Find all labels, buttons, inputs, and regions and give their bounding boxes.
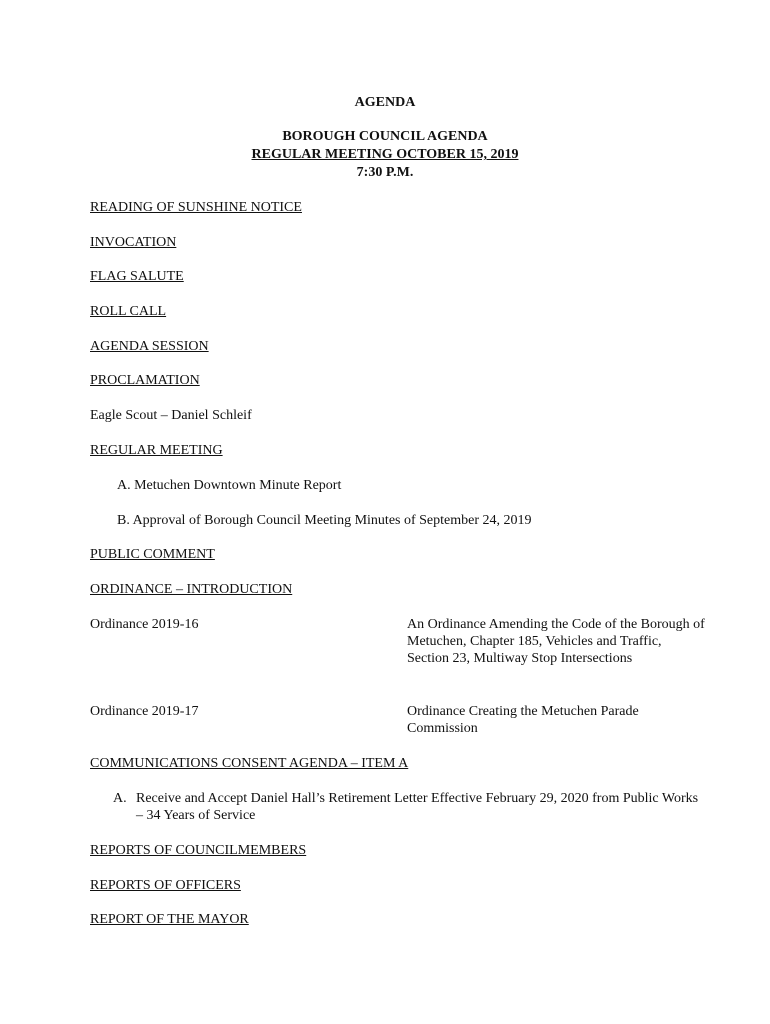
section-report-of-the-mayor: REPORT OF THE MAYOR bbox=[90, 912, 249, 927]
section-communications-consent-agenda: COMMUNICATIONS CONSENT AGENDA – ITEM A bbox=[90, 756, 409, 771]
section-proclamation: PROCLAMATION bbox=[90, 373, 200, 388]
regular-meeting-item-b: B. Approval of Borough Council Meeting Minutes of September 24, 2019 bbox=[117, 513, 532, 528]
agenda-heading: AGENDA bbox=[354, 95, 416, 110]
section-sunshine-notice: READING OF SUNSHINE NOTICE bbox=[90, 200, 302, 215]
section-regular-meeting: REGULAR MEETING bbox=[90, 443, 223, 458]
ordinance-description: Ordinance Creating the Metuchen Parade Commission bbox=[407, 704, 639, 736]
section-ordinance-introduction: ORDINANCE – INTRODUCTION bbox=[90, 582, 293, 597]
communication-item-marker: A. bbox=[113, 791, 127, 806]
ordinance-number: Ordinance 2019-17 bbox=[90, 704, 199, 719]
section-reports-of-councilmembers: REPORTS OF COUNCILMEMBERS bbox=[90, 843, 307, 858]
proclamation-item: Eagle Scout – Daniel Schleif bbox=[90, 408, 252, 423]
ordinance-number: Ordinance 2019-16 bbox=[90, 617, 199, 632]
section-invocation: INVOCATION bbox=[90, 235, 177, 250]
meeting-time: 7:30 P.M. bbox=[356, 165, 414, 180]
communication-item-text: Receive and Accept Daniel Hall’s Retirement Letter Effective February 29, 2020 from Public Works – 34 Years of Service bbox=[136, 791, 699, 823]
council-agenda-title: BOROUGH COUNCIL AGENDA bbox=[282, 129, 488, 144]
ordinance-description: An Ordinance Amending the Code of the Borough of Metuchen, Chapter 185, Vehicles and Traffic, Section 23, Multiway Stop Intersections bbox=[407, 617, 705, 666]
meeting-date-title: REGULAR MEETING OCTOBER 15, 2019 bbox=[251, 147, 519, 162]
regular-meeting-item-a: A. Metuchen Downtown Minute Report bbox=[117, 478, 342, 493]
section-agenda-session: AGENDA SESSION bbox=[90, 339, 209, 354]
section-public-comment: PUBLIC COMMENT bbox=[90, 547, 215, 562]
section-roll-call: ROLL CALL bbox=[90, 304, 167, 319]
section-flag-salute: FLAG SALUTE bbox=[90, 269, 184, 284]
section-reports-of-officers: REPORTS OF OFFICERS bbox=[90, 878, 241, 893]
